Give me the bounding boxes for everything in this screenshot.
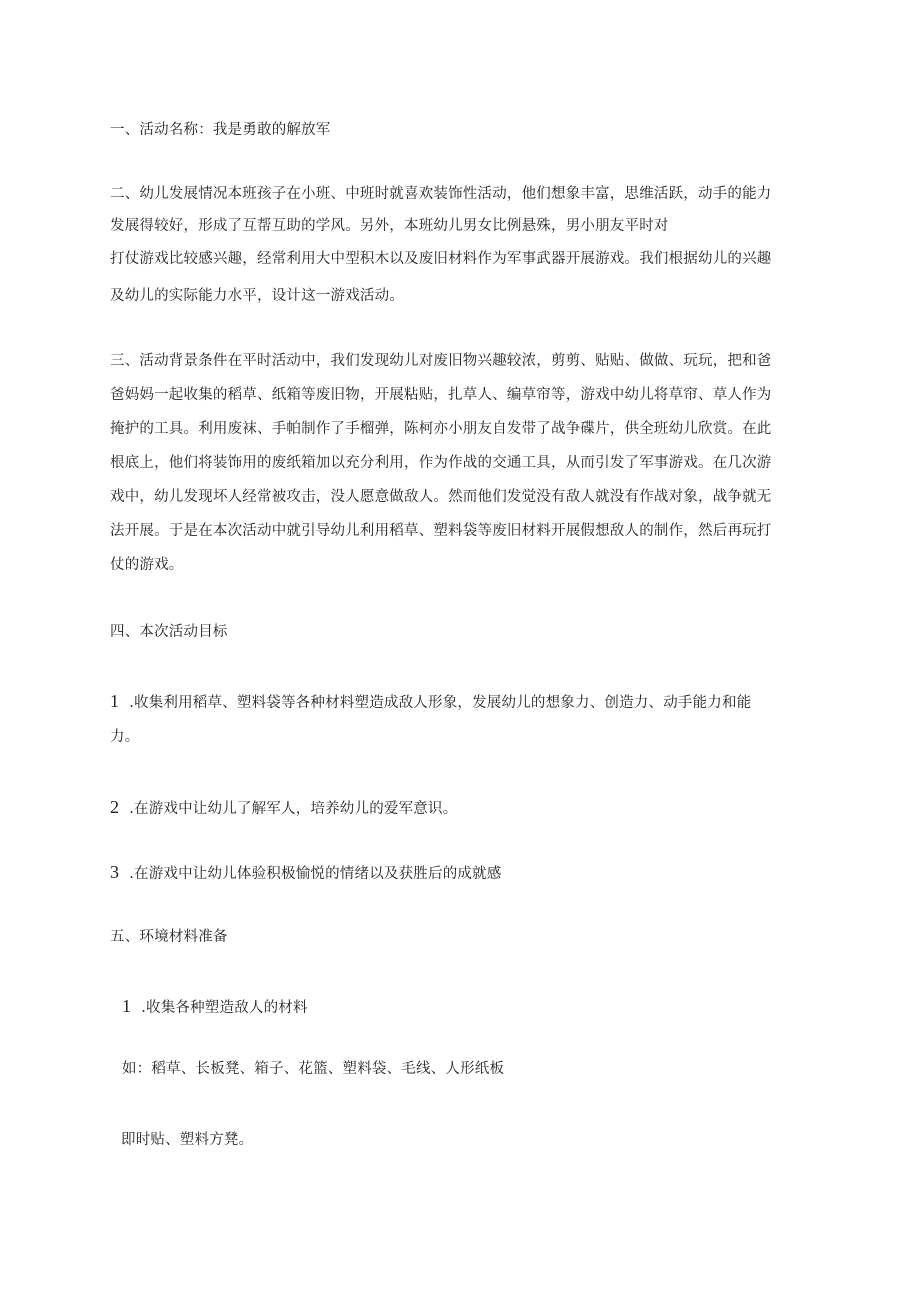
section-3-line-7: 仗的游戏。 [110,557,184,573]
materials-extra: 即时贴、塑料方凳。 [121,1132,254,1148]
goal-2-number: 2 [110,797,120,817]
section-3-line-6: 法开展。于是在本次活动中就引导幼儿利用稻草、塑料袋等废旧材料开展假想敌人的制作，然后再玩打 [110,523,772,539]
section-2-line-2: 发展得较好，形成了互帮互助的学风。另外，本班幼儿男女比例悬殊，男小朋友平时对 [110,218,669,234]
section-2-line-4: 及幼儿的实际能力水平，设计这一游戏活动。 [110,288,404,304]
section-1-title: 一、活动名称：我是勇敢的解放军 [110,122,331,138]
goal-1-number: 1 [110,691,120,711]
section-4-title: 四、本次活动目标 [110,624,228,640]
goal-2 [110,797,457,819]
material-item-1 [122,996,308,1018]
goal-1-line-1 [110,691,751,713]
section-2-line-1: 二、幼儿发展情况本班孩子在小班、中班时就喜欢装饰性活动，他们想象丰富，思维活跃，动手的能力 [110,186,772,202]
material-item-1-number: 1 [122,996,132,1016]
goal-3 [110,862,502,884]
goal-3-number: 3 [110,862,120,882]
goal-1-text: .收集利用稻草、塑料袋等各种材料塑造成敌人形象，发展幼儿的想象力、创造力、动手能力和能 [129,695,752,711]
materials-examples: 如：稻草、长板凳、箱子、花篮、塑料袋、毛线、人形纸板 [122,1061,505,1077]
section-3-line-1: 三、活动背景条件在平时活动中，我们发现幼儿对废旧物兴趣较浓，剪剪、贴贴、做做、玩玩，把和爸 [110,353,772,369]
section-3-line-3: 掩护的工具。利用废袜、手帕制作了手榴弹，陈柯亦小朋友自发带了战争碟片，供全班幼儿欣赏。在此 [110,421,772,437]
goal-3-text: .在游戏中让幼儿体验积极愉悦的情绪以及获胜后的成就感 [129,866,502,882]
goal-2-text: .在游戏中让幼儿了解军人，培养幼儿的爱军意识。 [129,801,458,817]
material-item-1-text: .收集各种塑造敌人的材料 [141,1000,308,1016]
section-3-line-4: 根底上，他们将装饰用的废纸箱加以充分利用，作为作战的交通工具，从而引发了军事游戏。在几次游 [110,455,772,471]
section-5-title: 五、环境材料准备 [110,929,228,945]
section-3-line-5: 戏中，幼儿发现坏人经常被攻击，没人愿意做敌人。然而他们发觉没有敌人就没有作战对象，战争就无 [110,489,772,505]
goal-1-line-2: 力。 [110,729,140,745]
section-2-line-3: 打仗游戏比较感兴趣，经常利用大中型积木以及废旧材料作为军事武器开展游戏。我们根据幼儿的兴趣 [110,251,772,267]
section-3-line-2: 爸妈妈一起收集的稻草、纸箱等废旧物，开展粘贴，扎草人、编草帘等，游戏中幼儿将草帘、草人作为 [110,387,772,403]
